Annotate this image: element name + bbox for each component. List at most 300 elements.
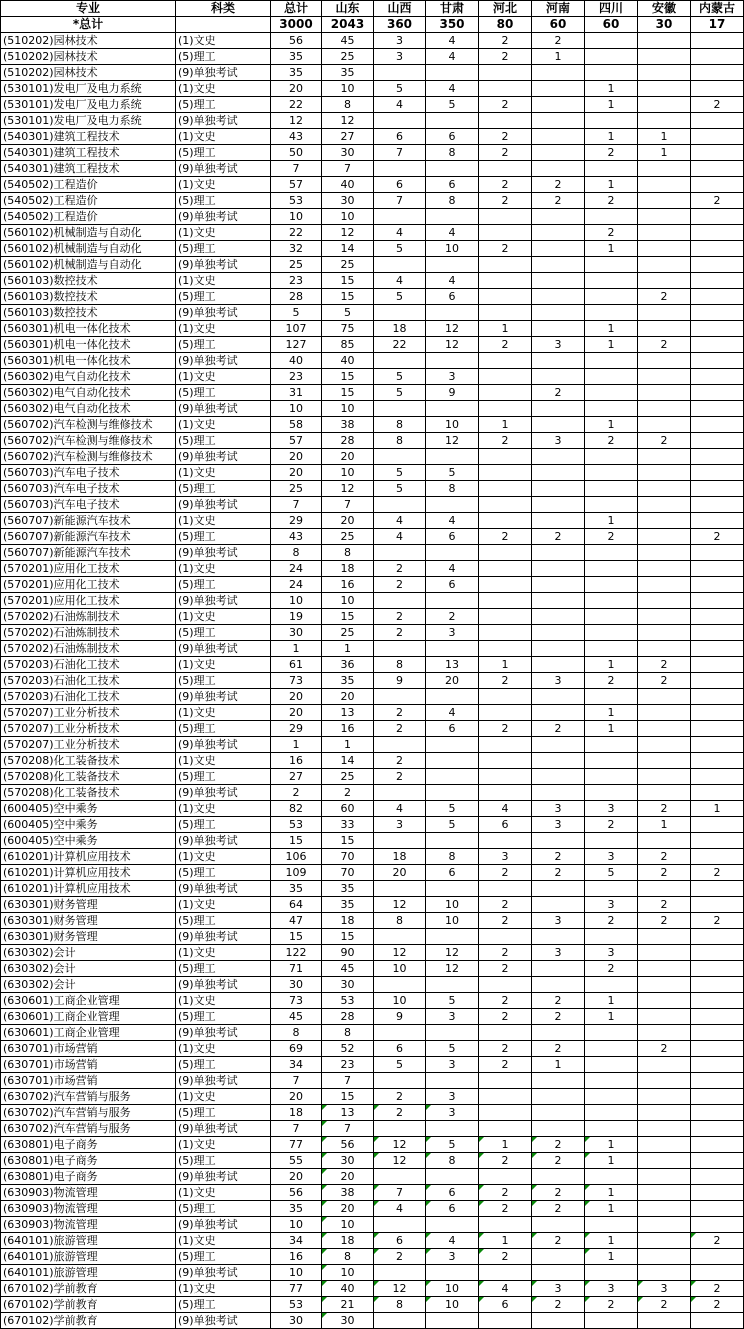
cell-value: 2 bbox=[532, 849, 585, 865]
cell-value bbox=[691, 769, 744, 785]
cell-category: (5)理工 bbox=[176, 145, 271, 161]
cell-value: 1 bbox=[585, 993, 638, 1009]
cell-value bbox=[638, 385, 691, 401]
cell-value bbox=[532, 369, 585, 385]
cell-value: 35 bbox=[322, 673, 374, 689]
cell-value: 30 bbox=[322, 193, 374, 209]
cell-category: (9)单独考试 bbox=[176, 1169, 271, 1185]
cell-category: (5)理工 bbox=[176, 721, 271, 737]
summary-value: 17 bbox=[691, 17, 744, 33]
cell-value: 53 bbox=[322, 993, 374, 1009]
cell-major: (670102)学前教育 bbox=[1, 1281, 176, 1297]
cell-value bbox=[691, 177, 744, 193]
cell-category: (5)理工 bbox=[176, 625, 271, 641]
cell-major: (630601)工商企业管理 bbox=[1, 1025, 176, 1041]
cell-category: (9)单独考试 bbox=[176, 1217, 271, 1233]
table-row bbox=[1, 753, 744, 769]
summary-value: 360 bbox=[374, 17, 426, 33]
cell-value bbox=[585, 609, 638, 625]
cell-value: 2 bbox=[638, 1297, 691, 1313]
cell-category: (1)文史 bbox=[176, 561, 271, 577]
cell-value bbox=[532, 65, 585, 81]
cell-value bbox=[691, 65, 744, 81]
cell-major: (640101)旅游管理 bbox=[1, 1249, 176, 1265]
cell-value bbox=[532, 97, 585, 113]
cell-value bbox=[691, 1105, 744, 1121]
cell-category: (9)单独考试 bbox=[176, 401, 271, 417]
cell-value bbox=[691, 1249, 744, 1265]
cell-value: 6 bbox=[374, 1233, 426, 1249]
cell-value: 18 bbox=[322, 1233, 374, 1249]
table-row bbox=[1, 1121, 744, 1137]
cell-value bbox=[638, 561, 691, 577]
cell-value: 5 bbox=[426, 801, 479, 817]
cell-value: 10 bbox=[374, 961, 426, 977]
cell-value bbox=[691, 113, 744, 129]
cell-value: 2 bbox=[479, 897, 532, 913]
cell-value: 2 bbox=[638, 849, 691, 865]
cell-value bbox=[426, 497, 479, 513]
cell-value: 2 bbox=[479, 1041, 532, 1057]
table-body bbox=[1, 33, 744, 1329]
cell-value bbox=[426, 1265, 479, 1281]
table-row bbox=[1, 193, 744, 209]
cell-value: 1 bbox=[585, 81, 638, 97]
table-row bbox=[1, 705, 744, 721]
cell-major: (670102)学前教育 bbox=[1, 1313, 176, 1329]
cell-value bbox=[479, 289, 532, 305]
cell-major: (540301)建筑工程技术 bbox=[1, 129, 176, 145]
table-row bbox=[1, 993, 744, 1009]
cell-value: 1 bbox=[585, 417, 638, 433]
cell-value bbox=[691, 337, 744, 353]
cell-value: 8 bbox=[374, 433, 426, 449]
cell-value bbox=[426, 753, 479, 769]
cell-value: 70 bbox=[322, 865, 374, 881]
cell-value: 2 bbox=[638, 1041, 691, 1057]
cell-value: 2 bbox=[585, 961, 638, 977]
cell-category: (9)单独考试 bbox=[176, 305, 271, 321]
cell-value bbox=[479, 577, 532, 593]
cell-value bbox=[426, 401, 479, 417]
cell-value: 2 bbox=[479, 97, 532, 113]
cell-value: 2 bbox=[374, 705, 426, 721]
cell-value: 8 bbox=[271, 545, 322, 561]
cell-value bbox=[532, 273, 585, 289]
cell-value: 7 bbox=[374, 145, 426, 161]
cell-value: 30 bbox=[271, 625, 322, 641]
cell-value: 12 bbox=[374, 945, 426, 961]
cell-major: (570207)工业分析技术 bbox=[1, 705, 176, 721]
cell-major: (570208)化工装备技术 bbox=[1, 753, 176, 769]
table-row bbox=[1, 961, 744, 977]
cell-value: 2 bbox=[532, 1009, 585, 1025]
cell-value: 3 bbox=[532, 433, 585, 449]
cell-value: 70 bbox=[322, 849, 374, 865]
cell-value bbox=[691, 225, 744, 241]
cell-value: 28 bbox=[322, 1009, 374, 1025]
cell-value bbox=[479, 465, 532, 481]
cell-value bbox=[638, 1217, 691, 1233]
cell-value bbox=[374, 209, 426, 225]
cell-value: 2 bbox=[532, 1297, 585, 1313]
cell-major: (640101)旅游管理 bbox=[1, 1265, 176, 1281]
cell-major: (630702)汽车营销与服务 bbox=[1, 1105, 176, 1121]
cell-value: 57 bbox=[271, 177, 322, 193]
cell-value: 3 bbox=[532, 817, 585, 833]
cell-value bbox=[532, 929, 585, 945]
cell-value: 31 bbox=[271, 385, 322, 401]
cell-value bbox=[479, 209, 532, 225]
cell-value bbox=[426, 545, 479, 561]
cell-category: (9)单独考试 bbox=[176, 593, 271, 609]
cell-value bbox=[585, 737, 638, 753]
cell-value: 1 bbox=[585, 657, 638, 673]
cell-value bbox=[691, 241, 744, 257]
cell-value: 61 bbox=[271, 657, 322, 673]
cell-value: 2 bbox=[479, 1057, 532, 1073]
cell-value: 1 bbox=[638, 817, 691, 833]
cell-value: 2 bbox=[479, 913, 532, 929]
cell-value bbox=[691, 1217, 744, 1233]
cell-major: (540301)建筑工程技术 bbox=[1, 145, 176, 161]
col-header-sichuan: 四川 bbox=[585, 1, 638, 17]
cell-major: (560703)汽车电子技术 bbox=[1, 481, 176, 497]
cell-value bbox=[638, 1121, 691, 1137]
cell-value bbox=[374, 689, 426, 705]
cell-value: 1 bbox=[322, 737, 374, 753]
cell-major: (600405)空中乘务 bbox=[1, 833, 176, 849]
cell-major: (610201)计算机应用技术 bbox=[1, 849, 176, 865]
cell-value bbox=[638, 577, 691, 593]
cell-value: 7 bbox=[322, 1073, 374, 1089]
cell-value bbox=[532, 289, 585, 305]
cell-value bbox=[374, 449, 426, 465]
cell-value: 25 bbox=[271, 257, 322, 273]
cell-value bbox=[691, 161, 744, 177]
cell-value bbox=[585, 305, 638, 321]
cell-value bbox=[691, 401, 744, 417]
cell-value bbox=[638, 929, 691, 945]
cell-value: 8 bbox=[374, 1297, 426, 1313]
table-row bbox=[1, 561, 744, 577]
cell-value: 2 bbox=[426, 609, 479, 625]
table-row bbox=[1, 401, 744, 417]
cell-value bbox=[532, 401, 585, 417]
cell-value: 1 bbox=[585, 1249, 638, 1265]
cell-value: 25 bbox=[322, 625, 374, 641]
cell-value bbox=[532, 145, 585, 161]
cell-value: 2 bbox=[585, 817, 638, 833]
cell-value: 2 bbox=[585, 529, 638, 545]
cell-value: 30 bbox=[322, 977, 374, 993]
cell-value: 25 bbox=[322, 769, 374, 785]
table-row bbox=[1, 97, 744, 113]
cell-value bbox=[374, 161, 426, 177]
cell-value bbox=[426, 769, 479, 785]
cell-value: 15 bbox=[322, 385, 374, 401]
cell-category: (5)理工 bbox=[176, 1153, 271, 1169]
table-row bbox=[1, 897, 744, 913]
table-row bbox=[1, 289, 744, 305]
cell-value: 2 bbox=[479, 961, 532, 977]
cell-value: 5 bbox=[374, 369, 426, 385]
cell-value: 10 bbox=[426, 897, 479, 913]
cell-value bbox=[479, 705, 532, 721]
cell-value bbox=[638, 481, 691, 497]
cell-value bbox=[585, 65, 638, 81]
table-row bbox=[1, 945, 744, 961]
col-header-category: 科类 bbox=[176, 1, 271, 17]
cell-value bbox=[374, 305, 426, 321]
cell-category: (9)单独考试 bbox=[176, 353, 271, 369]
cell-value: 20 bbox=[271, 1169, 322, 1185]
cell-value: 2 bbox=[479, 1249, 532, 1265]
cell-value bbox=[585, 1265, 638, 1281]
cell-value: 57 bbox=[271, 433, 322, 449]
cell-value bbox=[374, 257, 426, 273]
cell-category: (9)单独考试 bbox=[176, 497, 271, 513]
cell-value: 7 bbox=[322, 497, 374, 513]
cell-value: 3 bbox=[426, 625, 479, 641]
cell-value bbox=[691, 705, 744, 721]
cell-category: (5)理工 bbox=[176, 433, 271, 449]
cell-value bbox=[585, 497, 638, 513]
cell-value bbox=[479, 561, 532, 577]
cell-value: 127 bbox=[271, 337, 322, 353]
cell-value: 9 bbox=[374, 673, 426, 689]
cell-value: 2 bbox=[638, 897, 691, 913]
cell-major: (630801)电子商务 bbox=[1, 1153, 176, 1169]
table-row bbox=[1, 145, 744, 161]
cell-major: (510202)园林技术 bbox=[1, 49, 176, 65]
cell-value bbox=[638, 785, 691, 801]
table-row bbox=[1, 433, 744, 449]
cell-value: 12 bbox=[322, 481, 374, 497]
cell-value bbox=[374, 65, 426, 81]
cell-value bbox=[532, 561, 585, 577]
cell-value: 1 bbox=[585, 513, 638, 529]
cell-value: 33 bbox=[322, 817, 374, 833]
col-header-anhui: 安徽 bbox=[638, 1, 691, 17]
cell-value: 77 bbox=[271, 1137, 322, 1153]
table-row bbox=[1, 49, 744, 65]
cell-value: 90 bbox=[322, 945, 374, 961]
cell-major: (630903)物流管理 bbox=[1, 1201, 176, 1217]
cell-value bbox=[638, 209, 691, 225]
cell-value: 53 bbox=[271, 193, 322, 209]
cell-value: 2 bbox=[374, 1089, 426, 1105]
cell-value: 23 bbox=[271, 273, 322, 289]
cell-value: 6 bbox=[374, 1041, 426, 1057]
cell-value bbox=[374, 113, 426, 129]
cell-value bbox=[585, 1313, 638, 1329]
table-row bbox=[1, 577, 744, 593]
cell-value: 13 bbox=[426, 657, 479, 673]
cell-major: (630903)物流管理 bbox=[1, 1185, 176, 1201]
cell-value: 1 bbox=[479, 657, 532, 673]
cell-value bbox=[691, 833, 744, 849]
cell-value: 1 bbox=[585, 721, 638, 737]
cell-category: (1)文史 bbox=[176, 177, 271, 193]
cell-value: 10 bbox=[426, 1281, 479, 1297]
cell-value: 2 bbox=[532, 177, 585, 193]
cell-value: 38 bbox=[322, 1185, 374, 1201]
cell-value: 1 bbox=[585, 337, 638, 353]
cell-value: 10 bbox=[271, 593, 322, 609]
cell-major: (610201)计算机应用技术 bbox=[1, 881, 176, 897]
cell-value: 43 bbox=[271, 529, 322, 545]
cell-value bbox=[691, 977, 744, 993]
col-header-neimenggu: 内蒙古 bbox=[691, 1, 744, 17]
cell-value: 5 bbox=[271, 305, 322, 321]
cell-value bbox=[638, 529, 691, 545]
cell-category: (5)理工 bbox=[176, 97, 271, 113]
cell-major: (630302)会计 bbox=[1, 961, 176, 977]
cell-value: 8 bbox=[426, 145, 479, 161]
cell-category: (1)文史 bbox=[176, 81, 271, 97]
cell-value: 1 bbox=[585, 1153, 638, 1169]
cell-value: 28 bbox=[322, 433, 374, 449]
cell-value: 122 bbox=[271, 945, 322, 961]
table-row bbox=[1, 465, 744, 481]
cell-value bbox=[374, 401, 426, 417]
cell-value bbox=[638, 545, 691, 561]
col-header-gansu: 甘肃 bbox=[426, 1, 479, 17]
table-row bbox=[1, 849, 744, 865]
cell-value bbox=[585, 753, 638, 769]
table-row bbox=[1, 1281, 744, 1297]
cell-value: 1 bbox=[479, 1137, 532, 1153]
cell-major: (570203)石油化工技术 bbox=[1, 673, 176, 689]
cell-value: 2 bbox=[638, 913, 691, 929]
cell-value bbox=[691, 1025, 744, 1041]
cell-value bbox=[691, 721, 744, 737]
cell-category: (5)理工 bbox=[176, 529, 271, 545]
cell-value: 3 bbox=[426, 1009, 479, 1025]
cell-value: 18 bbox=[271, 1105, 322, 1121]
table-row bbox=[1, 337, 744, 353]
cell-value bbox=[479, 81, 532, 97]
cell-category: (1)文史 bbox=[176, 417, 271, 433]
col-header-shanxi: 山西 bbox=[374, 1, 426, 17]
cell-value bbox=[479, 449, 532, 465]
cell-value: 2 bbox=[479, 993, 532, 1009]
cell-value bbox=[691, 961, 744, 977]
cell-value: 2 bbox=[374, 753, 426, 769]
cell-category: (5)理工 bbox=[176, 673, 271, 689]
cell-value bbox=[638, 609, 691, 625]
cell-category: (1)文史 bbox=[176, 753, 271, 769]
cell-value: 4 bbox=[374, 529, 426, 545]
table-row bbox=[1, 769, 744, 785]
cell-value bbox=[374, 785, 426, 801]
cell-value bbox=[532, 1249, 585, 1265]
cell-value: 2 bbox=[585, 433, 638, 449]
cell-category: (5)理工 bbox=[176, 769, 271, 785]
cell-value: 30 bbox=[271, 977, 322, 993]
cell-value bbox=[426, 641, 479, 657]
cell-value bbox=[532, 737, 585, 753]
cell-value: 4 bbox=[374, 801, 426, 817]
cell-value: 22 bbox=[374, 337, 426, 353]
table-row bbox=[1, 1041, 744, 1057]
cell-value: 16 bbox=[322, 577, 374, 593]
cell-value bbox=[479, 625, 532, 641]
cell-value bbox=[479, 1217, 532, 1233]
cell-value: 3 bbox=[426, 1089, 479, 1105]
cell-value bbox=[426, 1025, 479, 1041]
cell-value: 5 bbox=[426, 1137, 479, 1153]
cell-value bbox=[691, 897, 744, 913]
cell-value: 55 bbox=[271, 1153, 322, 1169]
table-row bbox=[1, 353, 744, 369]
cell-value bbox=[638, 1313, 691, 1329]
cell-value bbox=[691, 81, 744, 97]
cell-value: 6 bbox=[374, 129, 426, 145]
cell-value bbox=[638, 33, 691, 49]
cell-value: 5 bbox=[374, 465, 426, 481]
cell-value bbox=[638, 961, 691, 977]
cell-category: (1)文史 bbox=[176, 609, 271, 625]
cell-value bbox=[638, 465, 691, 481]
cell-value bbox=[691, 513, 744, 529]
cell-value: 1 bbox=[585, 1137, 638, 1153]
cell-value: 1 bbox=[479, 1233, 532, 1249]
cell-value: 34 bbox=[271, 1233, 322, 1249]
cell-major: (560707)新能源汽车技术 bbox=[1, 513, 176, 529]
cell-value: 8 bbox=[374, 657, 426, 673]
cell-value bbox=[638, 705, 691, 721]
cell-value bbox=[638, 369, 691, 385]
cell-value bbox=[691, 273, 744, 289]
cell-value: 2 bbox=[532, 529, 585, 545]
cell-value: 5 bbox=[585, 865, 638, 881]
cell-value: 2 bbox=[691, 1281, 744, 1297]
cell-value bbox=[585, 273, 638, 289]
cell-value bbox=[638, 1025, 691, 1041]
cell-value bbox=[585, 689, 638, 705]
cell-value: 2 bbox=[532, 721, 585, 737]
cell-value: 35 bbox=[271, 1201, 322, 1217]
cell-value: 20 bbox=[322, 449, 374, 465]
cell-category: (9)单独考试 bbox=[176, 737, 271, 753]
cell-value: 2 bbox=[479, 1153, 532, 1169]
cell-value bbox=[691, 1089, 744, 1105]
cell-value: 18 bbox=[322, 561, 374, 577]
cell-value bbox=[479, 881, 532, 897]
cell-value: 2 bbox=[271, 785, 322, 801]
cell-value bbox=[479, 225, 532, 241]
cell-value bbox=[585, 1089, 638, 1105]
cell-value: 40 bbox=[322, 1281, 374, 1297]
cell-value bbox=[638, 689, 691, 705]
table-row bbox=[1, 1233, 744, 1249]
cell-value bbox=[585, 977, 638, 993]
cell-category: (1)文史 bbox=[176, 465, 271, 481]
cell-category: (9)单独考试 bbox=[176, 257, 271, 273]
cell-major: (530101)发电厂及电力系统 bbox=[1, 113, 176, 129]
cell-value: 3 bbox=[585, 801, 638, 817]
cell-value bbox=[374, 929, 426, 945]
table-row bbox=[1, 321, 744, 337]
cell-value: 3 bbox=[426, 369, 479, 385]
cell-value: 5 bbox=[374, 481, 426, 497]
cell-value: 16 bbox=[271, 753, 322, 769]
cell-value bbox=[638, 945, 691, 961]
table-row bbox=[1, 609, 744, 625]
cell-value bbox=[638, 1265, 691, 1281]
